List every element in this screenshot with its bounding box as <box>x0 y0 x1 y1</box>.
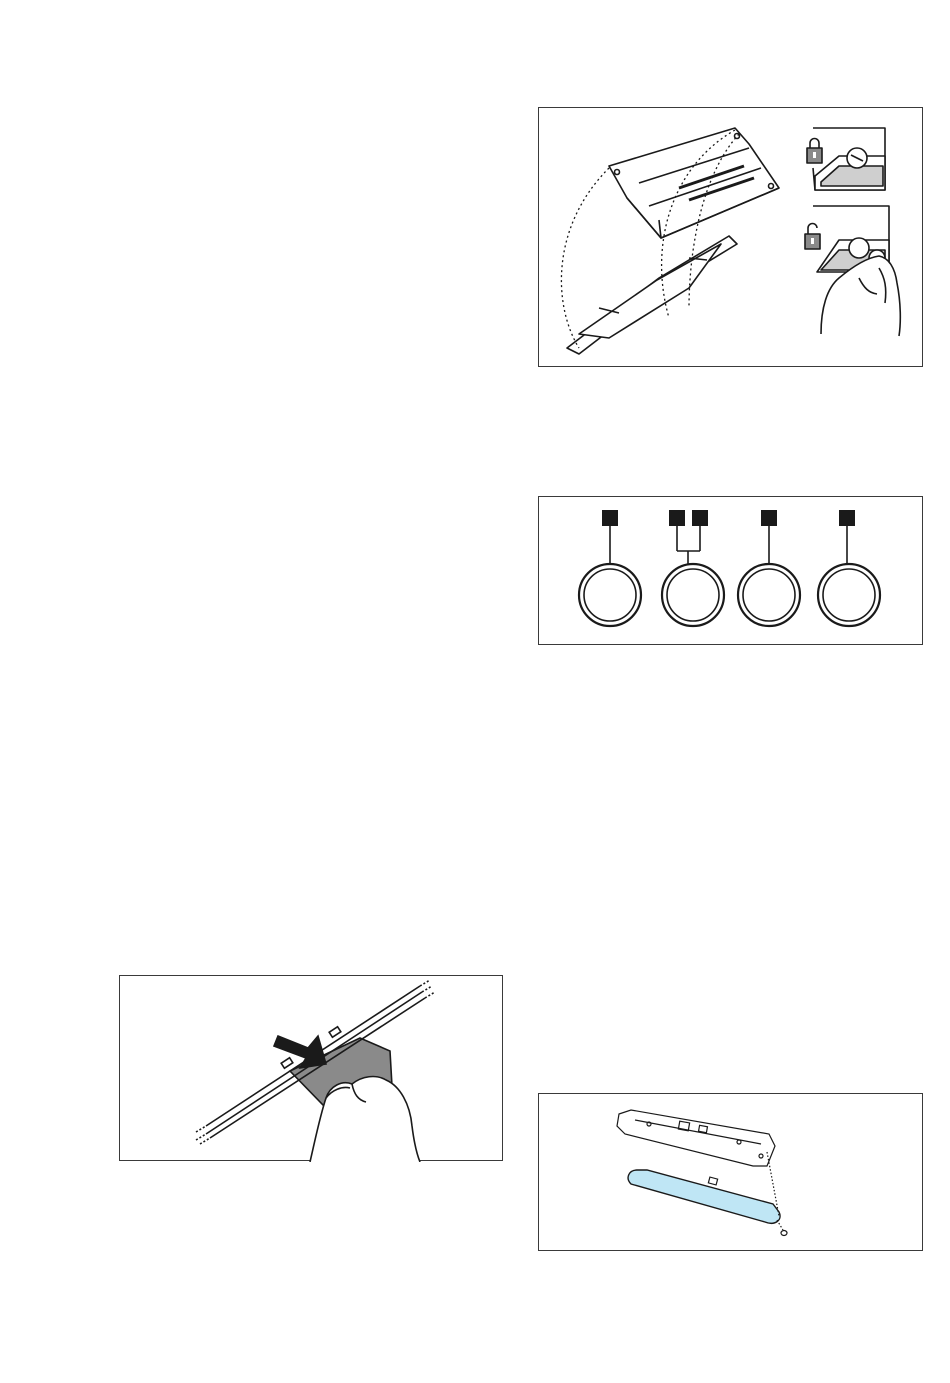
light-housing <box>617 1110 775 1166</box>
knob-markers <box>602 510 855 526</box>
grease-filter-illustration <box>120 976 504 1162</box>
knob-1 <box>579 564 641 626</box>
marker-1 <box>602 510 618 526</box>
marker-5 <box>839 510 855 526</box>
marker-4 <box>761 510 777 526</box>
knobs-illustration <box>539 497 924 646</box>
lock-closed-detail <box>807 128 885 190</box>
filter-lock-illustration <box>539 108 924 368</box>
knob-2 <box>662 564 724 626</box>
leader-lines <box>610 526 847 565</box>
light-cover <box>628 1170 780 1223</box>
lock-open-detail <box>805 206 900 336</box>
marker-3 <box>692 510 708 526</box>
figure-grease-filter-removal <box>119 975 503 1161</box>
lock-closed-icon <box>807 139 822 164</box>
knob-3 <box>738 564 800 626</box>
marker-2 <box>669 510 685 526</box>
filter-panel <box>567 236 737 354</box>
filter-frame <box>609 128 779 238</box>
lock-open-icon <box>805 224 820 250</box>
figure-filter-lock <box>538 107 923 367</box>
lamp-cover-illustration <box>539 1094 924 1252</box>
knob-4 <box>818 564 880 626</box>
figure-lamp-cover <box>538 1093 923 1251</box>
screw-icon <box>781 1231 787 1236</box>
figure-control-knobs <box>538 496 923 645</box>
